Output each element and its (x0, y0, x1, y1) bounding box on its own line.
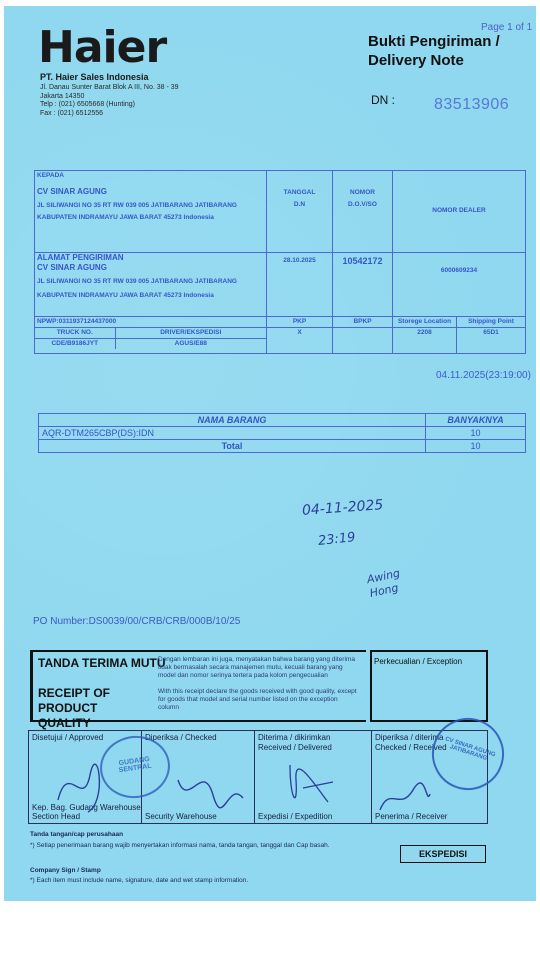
haier-logo: Haier (38, 22, 167, 73)
driver-value: AGUS/E88 (115, 339, 266, 350)
col-banyaknya: BANYAKNYA (426, 414, 526, 427)
storage-label: Storege Location (393, 317, 457, 328)
signature-top-label: Diperiksa / Checked (145, 733, 217, 742)
gudang-stamp: GUDANG SENTRAL (96, 731, 174, 802)
signature-checked-scribble (178, 780, 243, 808)
signature-scribbles (28, 740, 488, 822)
dn-number: 83513906 (434, 96, 510, 113)
shipping-value: 65D1 (457, 328, 526, 354)
page-number: Page 1 of 1 (481, 22, 533, 33)
signature-bottom-label: Expedisi / Expedition (258, 812, 333, 821)
dealer-header: NOMOR DEALER (393, 171, 526, 253)
shipping-label: Shipping Point (457, 317, 526, 328)
ship-address: JL SILIWANGI NO 35 RT RW 039 005 JATIBARANG JATIBARANG (37, 278, 237, 285)
handwritten-date: 04-11-2025 (301, 497, 384, 519)
exception-label: Perkecualian / Exception (374, 657, 463, 666)
signature-top-label: Diperiksa / diterima Checked / Received (375, 733, 447, 752)
truck-value: CDE/B9186JYT (35, 339, 115, 350)
shipment-info-table (34, 170, 526, 354)
kepada-label: KEPADA (37, 172, 64, 179)
signature-top-label: Disetujui / Approved (32, 733, 104, 742)
customer-stamp: CV SINAR AGUNG JATIBARANG (423, 709, 514, 800)
dealer-value: 6000609234 (393, 253, 526, 317)
tanggal-label: TANGGAL (283, 189, 316, 196)
ship-label: ALAMAT PENGIRIMAN (37, 253, 124, 262)
driver-label: DRIVER/EKSPEDISI (115, 328, 266, 339)
customer-address: JL SILIWANGI NO 35 RT RW 039 005 JATIBARANG JATIBARANG (37, 202, 237, 209)
do-label: D.O.V/SO (348, 201, 377, 208)
truck-driver-table (35, 328, 266, 349)
signature-delivered-scribble (290, 765, 333, 802)
dn-sub-label: D.N (293, 201, 306, 208)
truck-driver-cell (35, 328, 267, 354)
nomor-value: 10542172 (333, 253, 393, 317)
storage-value: 2208 (393, 328, 457, 354)
company-address (40, 84, 179, 118)
dn-label: DN : (371, 93, 395, 107)
handwritten-name: Awing Hong (365, 566, 402, 600)
receipt-title-en: RECEIPT OF PRODUCT QUALITY (38, 686, 111, 730)
bpkp-label: BPKP (333, 317, 393, 328)
nomor-header (333, 171, 393, 253)
receipt-text-en: With this receipt declare the goods received with good quality, except for goods that model and serial number listed on the exception column (158, 688, 357, 711)
tanggal-header (267, 171, 333, 253)
col-nama-barang: NAMA BARANG (39, 414, 426, 427)
tanggal-value: 28.10.2025 (267, 253, 333, 317)
po-number: PO Number:DS0039/00/CRB/CRB/000B/10/25 (33, 616, 241, 627)
customer-address: KABUPATEN INDRAMAYU JAWA BARAT 45273 Indonesia (37, 214, 214, 221)
handwritten-time: 23:19 (317, 530, 357, 549)
stamp-note: *) Each item must include name, signature, date and wet stamp information. (30, 877, 249, 884)
print-timestamp: 04.11.2025(23:19:00) (436, 370, 531, 381)
items-table (38, 413, 526, 453)
signature-receiver-scribble (380, 783, 430, 810)
address-line: Telp : (021) 6505668 (Hunting) (40, 101, 135, 108)
customer-cell (35, 171, 267, 253)
ship-address: KABUPATEN INDRAMAYU JAWA BARAT 45273 Indonesia (37, 292, 214, 299)
item-name: AQR-DTM265CBP(DS):IDN (39, 427, 426, 440)
bpkp-value (333, 328, 393, 354)
signature-bottom-label: Security Warehouse (145, 812, 217, 821)
pkp-label: PKP (267, 317, 333, 328)
document-title (368, 32, 500, 70)
title-line: Bukti Pengiriman / (368, 33, 500, 50)
signature-approved-scribble (58, 764, 99, 812)
sign-note: *) Setiap penerimaan barang wajib menyertakan informasi nama, tanda tangan, tanggal dan Cap basah. (30, 842, 330, 849)
ship-to-cell (35, 253, 267, 317)
sign-label: Tanda tangan/cap perusahaan (30, 831, 124, 838)
customer-name: CV SINAR AGUNG (37, 187, 107, 196)
signature-top-label: Diterima / dikirimkan Received / Delivered (258, 733, 332, 752)
truck-label: TRUCK NO. (35, 328, 115, 339)
copy-label: EKSPEDISI (400, 845, 486, 863)
receipt-title-id: TANDA TERIMA MUTU (38, 656, 166, 670)
total-label: Total (39, 440, 426, 453)
company-name: PT. Haier Sales Indonesia (40, 72, 149, 82)
total-value: 10 (426, 440, 526, 453)
title-line: Delivery Note (368, 52, 464, 69)
address-line: Jl. Danau Sunter Barat Blok A III, No. 38 - 39 (40, 84, 179, 91)
signature-bottom-label: Penerima / Receiver (375, 812, 448, 821)
ship-name: CV SINAR AGUNG (37, 263, 107, 272)
receipt-text-id: Dengan lembaran ini juga, menyatakan bahwa barang yang diterima tidak bermasalah secara manajemen mutu, kecuali barang yang model dan nomor serinya tertera pada kolom pengecualian (158, 656, 355, 679)
nomor-label: NOMOR (350, 189, 375, 196)
pkp-value: X (267, 328, 333, 354)
item-qty: 10 (426, 427, 526, 440)
signature-bottom-label: Kep. Bag. Gudang Warehouse Section Head (32, 803, 141, 821)
address-line: Fax : (021) 6512556 (40, 109, 104, 117)
npwp: NPWP:0311937124437000 (35, 317, 267, 328)
stamp-label: Company Sign / Stamp (30, 867, 101, 874)
address-line: Jakarta 14350 (40, 92, 85, 100)
